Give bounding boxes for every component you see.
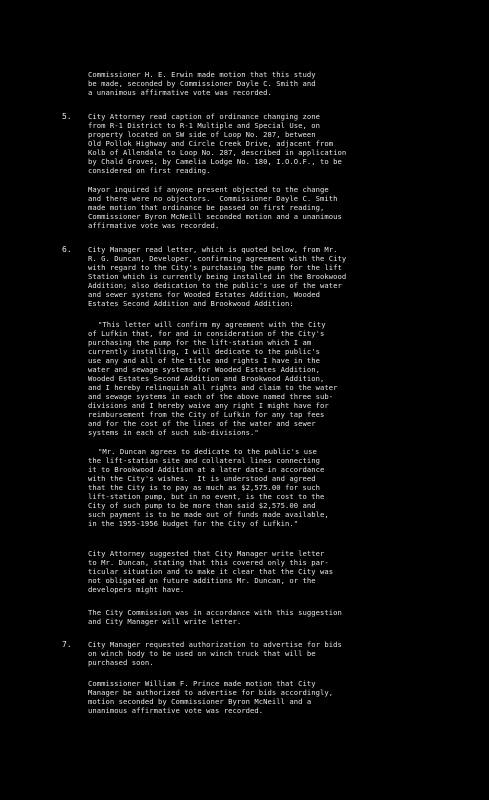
quoted-line: systems in each of such sub-divisions." [88,428,259,437]
quoted-line: currently installing, I will dedicate to the public's [88,347,320,356]
quoted-line: such payment is to be made out of funds made available, [88,510,329,519]
quoted-line: and I hereby relinquish all rights and claim to the water [88,383,338,392]
text-line: Manager be authorized to advertise for bids accordingly, [88,688,334,697]
quoted-line: use any and all of the title and rights I have in the [88,356,320,365]
text-line: and there were no objectors. Commissioner Dayle C. Smith [88,194,338,203]
quoted-line: reimbursement from the City of Lufkin for any tap fees [88,410,325,419]
text-line: R. G. Duncan, Developer, confirming agreement with the City [88,254,347,263]
quoted-line: of Lufkin that, for and in consideration of the City's [88,329,325,338]
text-line: affirmative vote was recorded. [88,221,220,230]
text-line: Estates Second Addition and Brookwood Addition: [88,299,294,308]
text-line: Station which is currently being installed in the Brookwood [88,272,347,281]
text-line: to Mr. Duncan, stating that this covered only this par- [88,558,329,567]
text-line: City Manager requested authorization to advertise for bids [88,640,342,649]
quoted-line: "Mr. Duncan agrees to dedicate to the public's use [98,447,317,456]
text-line: with regard to the City's purchasing the pump for the lift [88,263,342,272]
text-line: and sewer systems for Wooded Estates Addition, Wooded [88,290,320,299]
quoted-line: the lift-station site and collateral lines connecting [88,456,320,465]
item-number: 7. [62,640,72,649]
text-line: Commissioner H. E. Erwin made motion that this study [88,70,316,79]
text-line: City Manager read letter, which is quoted below, from Mr. [88,245,338,254]
text-line: motion seconded by Commissioner Byron McNeill and a [88,697,312,706]
text-line: The City Commission was in accordance with this suggestion [88,608,342,617]
text-line: ticular situation and to make it clear that the City was [88,567,334,576]
quoted-line: Wooded Estates Second Addition and Brookwood Addition, [88,374,325,383]
text-line: not obligated on future additions Mr. Duncan, or the [88,576,316,585]
text-line: considered on first reading. [88,166,211,175]
text-line: and City Manager will write letter. [88,617,242,626]
text-line: Old Pollok Highway and Circle Creek Drive, adjacent from [88,139,334,148]
text-line: a unanimous affirmative vote was recorded. [88,88,272,97]
text-line: property located on SW side of Loop No. 287, between [88,130,316,139]
quoted-line: in the 1955-1956 budget for the City of Lufkin." [88,519,299,528]
text-line: from R-1 District to R-1 Multiple and Special Use, on [88,121,320,130]
text-line: unanimous affirmative vote was recorded. [88,706,264,715]
text-line: on winch body to be used on winch truck that will be [88,649,316,658]
quoted-line: and for the cost of the lines of the water and sewer [88,419,316,428]
quoted-line: with the City's wishes. It is understood and agreed [88,474,316,483]
text-line: City Attorney suggested that City Manager write letter [88,549,325,558]
quoted-line: purchasing the pump for the lift-station which I am [88,338,312,347]
text-line: made motion that ordinance be passed on first reading, [88,203,325,212]
text-line: purchased soon. [88,658,154,667]
quoted-line: it to Brookwood Addition at a later date in accordance [88,465,325,474]
item-number: 6. [62,245,72,254]
text-line: Addition; also dedication to the public's use of the water [88,281,342,290]
quoted-line: water and sewage systems for Wooded Estates Addition, [88,365,320,374]
quoted-line: divisions and I hereby waive any right I might have for [88,401,329,410]
text-line: Mayor inquired if anyone present objected to the change [88,185,329,194]
text-line: developers might have. [88,585,185,594]
text-line: Kolb of Allendale to Loop No. 287, described in application [88,148,347,157]
item-number: 5. [62,112,72,121]
quoted-line: that the City is to pay as much as $2,575.00 for such [88,483,320,492]
text-line: by Chald Groves, by Camelia Lodge No. 180, I.O.O.F., to be [88,157,342,166]
quoted-line: lift-station pump, but in no event, is the cost to the [88,492,325,501]
text-line: Commissioner Byron McNeill seconded motion and a unanimous [88,212,342,221]
quoted-line: and sewage systems in each of the above named three sub- [88,392,334,401]
text-line: Commissioner William F. Prince made motion that City [88,679,316,688]
quoted-line: City of such pump to be more than said $2,575.00 and [88,501,316,510]
text-line: City Attorney read caption of ordinance changing zone [88,112,320,121]
text-line: be made, seconded by Commissioner Dayle C. Smith and [88,79,316,88]
quoted-line: "This letter will confirm my agreement with the City [98,320,326,329]
